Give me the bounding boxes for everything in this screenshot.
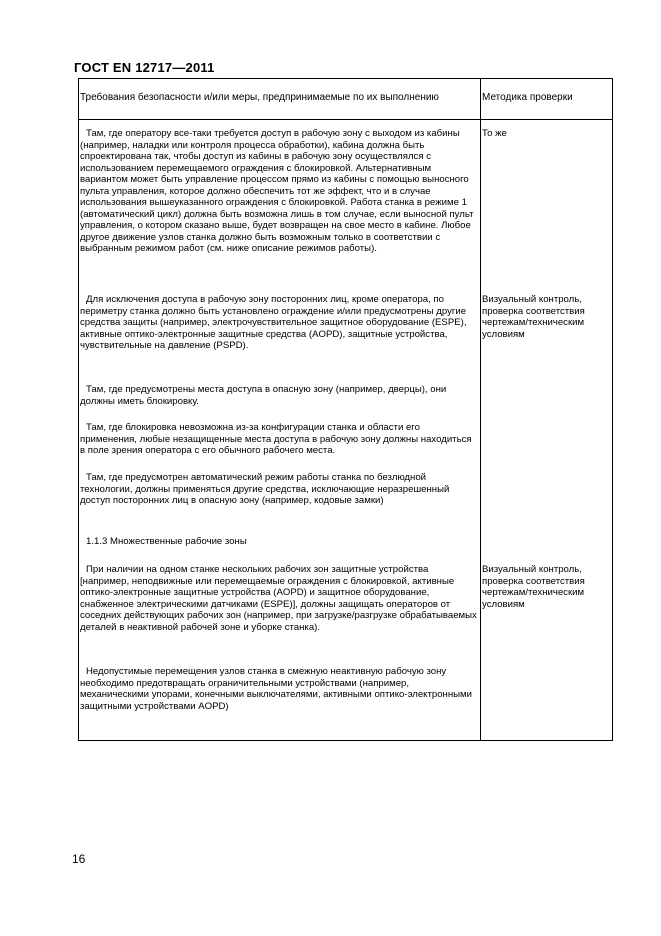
requirement-paragraph-multiple-zones: При наличии на одном станке нескольких рабочих зон защитные устройства [например, неподвижные или перемещаемые ограждения с блокировкой, активные оптико-электронные защитные устройства (AOPD) и защитное оборудование, снабженное электрическими датчиками (ESPE)], должны защищать операторов от соседних действующих рабочих зон (например, при загрузке/разгрузке обрабатываемых деталей в неактивной рабочей зоне и уборке станка). [80,564,477,633]
method-visual-check-2: Визуальный контроль, проверка соответствия чертежам/техническим условиям [482,564,585,610]
requirement-paragraph-cabin-access: Там, где оператору все-таки требуется доступ в рабочую зону с выходом из кабины (например, наладки или контроля процесса обработки), кабина должна быть спроектирована так, чтобы доступ из кабины в рабочую зону осуществлялся с использованием перемещаемого ограждения с блокировкой. Альтернативным вариантом может быть управление процессом прямо из кабины с помощью выносного пульта управления, которое должно обеспечить тот же эффект, что и в случае использования вышеуказанного ограждения с блокировкой. Работа станка в режиме 1 (автоматический цикл) должна быть возможна лишь в том случае, если выносной пульт управления, о котором сказано выше, будет возвращен на свое место в кабине. Любое другое движение узлов станка должно быть возможным только в соответствии с выбранным режимом работ (см. ниже описание режимов работы). [80,128,474,254]
requirement-paragraph-access-interlock: Там, где предусмотрены места доступа в опасную зону (например, дверцы), они должны иметь блокировку. [80,384,447,407]
requirement-paragraph-unguarded-access: Там, где блокировка невозможна из-за конфигурации станка и области его применения, любые незащищенные места доступа в рабочую зону должны находиться в поле зрения оператора с его обычного рабочего места. [80,422,472,456]
requirement-paragraph-perimeter-guard: Для исключения доступа в рабочую зону посторонних лиц, кроме оператора, по периметру станка должно быть установлено ограждение и/или предусмотрены другие средства защиты (например, электрочувствительное защитное оборудование (ESPE), активные оптико-электронные защитные средства (AOPD), защитные устройства, чувствительные на давление (PSPD). [80,294,467,351]
header-requirements: Требования безопасности и/или меры, предпринимаемые по их выполнению [80,92,439,103]
page-number: 16 [72,852,86,866]
requirement-paragraph-limit-devices: Недопустимые перемещения узлов станка в смежную неактивную рабочую зону необходимо предотвращать ограничительными устройствами (например, механическими упорами, конечными выключателями, активными оптико-электронными защитными устройствами AOPD) [80,666,473,712]
method-same: То же [482,128,507,139]
table-header-row [79,79,612,120]
requirement-paragraph-automatic-mode: Там, где предусмотрен автоматический режим работы станка по безлюдной технологии, должны применяться другие средства, исключающие неразрешенный доступ посторонних лиц в опасную зону (например, кодовые замки) [80,472,450,506]
requirements-table [78,78,613,741]
section-heading-multiple-zones: 1.1.3 Множественные рабочие зоны [86,536,247,547]
document-title: ГОСТ EN 12717—2011 [74,60,215,75]
method-visual-check-1: Визуальный контроль, проверка соответствия чертежам/техническим условиям [482,294,585,340]
table-body [79,120,612,740]
header-method: Методика проверки [482,92,573,103]
